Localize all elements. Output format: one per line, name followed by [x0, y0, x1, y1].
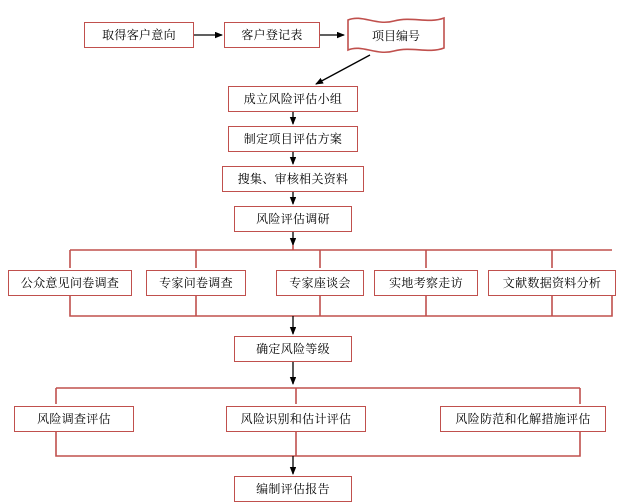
node-label: 风险防范和化解措施评估 [455, 412, 591, 426]
node-label: 客户登记表 [241, 28, 303, 42]
node-风险识别和估计评估[interactable] [226, 406, 366, 432]
node-label: 确定风险等级 [256, 342, 330, 356]
node-label: 制定项目评估方案 [243, 132, 343, 146]
node-成立风险评估小组[interactable] [228, 86, 358, 112]
node-实地考察走访[interactable] [374, 270, 478, 296]
node-专家问卷调查[interactable] [146, 270, 246, 296]
node-编制评估报告[interactable] [234, 476, 352, 502]
node-label: 风险调查评估 [37, 412, 111, 426]
node-label: 项目编号 [371, 28, 420, 43]
node-文献数据资料分析[interactable] [488, 270, 616, 296]
node-label: 风险评估调研 [256, 212, 330, 226]
node-label: 公众意见问卷调查 [20, 276, 120, 290]
node-label: 文献数据资料分析 [502, 276, 602, 290]
node-风险调查评估[interactable] [14, 406, 134, 432]
node-label: 专家问卷调查 [159, 276, 233, 290]
node-搜集审核相关资料[interactable] [222, 166, 364, 192]
node-label: 编制评估报告 [256, 482, 330, 496]
node-label: 成立风险评估小组 [243, 92, 343, 106]
node-风险评估调研[interactable] [234, 206, 352, 232]
node-label: 专家座谈会 [289, 276, 351, 290]
node-公众意见问卷调查[interactable] [8, 270, 132, 296]
node-客户登记表[interactable] [224, 22, 320, 48]
node-项目编号-banner[interactable] [346, 14, 446, 56]
node-确定风险等级[interactable] [234, 336, 352, 362]
node-label: 实地考察走访 [389, 276, 463, 290]
node-label: 取得客户意向 [102, 28, 176, 42]
node-专家座谈会[interactable] [276, 270, 364, 296]
node-风险防范和化解措施评估[interactable] [440, 406, 606, 432]
node-取得客户意向[interactable] [84, 22, 194, 48]
node-制定项目评估方案[interactable] [228, 126, 358, 152]
node-label: 搜集、审核相关资料 [237, 172, 349, 186]
node-label: 风险识别和估计评估 [240, 412, 352, 426]
